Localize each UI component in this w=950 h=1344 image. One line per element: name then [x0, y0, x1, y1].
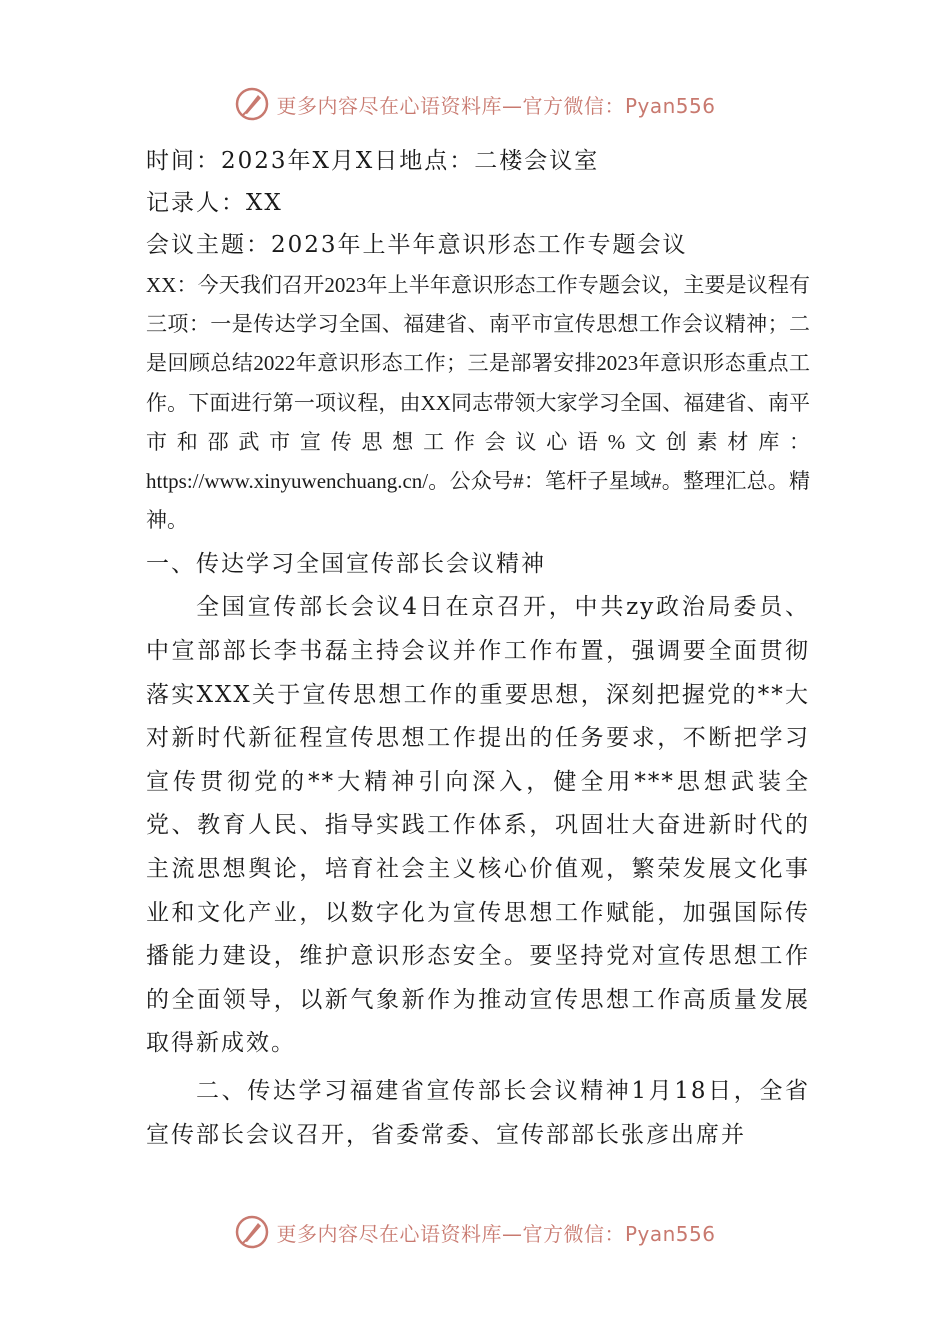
- meeting-recorder: 记录人：XX: [146, 190, 283, 216]
- watermark-text: 更多内容尽在心语资料库—官方微信：Pyan556: [276, 93, 716, 118]
- section-paragraph-1: 全国宣传部长会议4日在京召开，中共zy政治局委员、中宣部部长李书磊主持会议并作工作布置，强调要全面贯彻落实XXX关于宣传思想工作的重要思想，深刻把握党的**大对新时代新征程宣传思想工作提出的任务要求，不断把学习宣传贯彻党的**大精神引向深入，健全用***思想武装全党、教育人民、指导实践工作体系，巩固壮大奋进新时代的主流思想舆论，培育社会主义核心价值观，繁荣发展文化事业和文化产业，以数字化为宣传思想工作赋能，加强国际传播能力建设，维护意识形态安全。要坚持党对宣传思想工作的全面领导，以新气象新作为推动宣传思想工作高质量发展取得新成效。: [146, 594, 810, 1057]
- section-paragraph-2: 二、传达学习福建省宣传部长会议精神1月18日，全省宣传部长会议召开，省委常委、宣传部部长张彦出席并: [146, 1077, 810, 1148]
- opening-remarks: XX：今天我们召开2023年上半年意识形态工作专题会议，主要是议程有三项：一是传达学习全国、福建省、南平市宣传思想工作会议精神；二是回顾总结2022年意识形态工作；三是部署安排2023年意识形态重点工作。下面进行第一项议程，由XX同志带领大家学习全国、福建省、南平市和邵武市宣传思想工作会议心语%文创素材库：https://www.xinyuwenchuang.cn/。公众号#：笔杆子星域#。整理汇总。精神。: [146, 273, 810, 533]
- document-body: [146, 140, 810, 1157]
- quill-logo-icon: [234, 86, 270, 122]
- section-heading-1: 一、传达学习全国宣传部长会议精神: [146, 551, 546, 578]
- watermark-text: 更多内容尽在心语资料库—官方微信：Pyan556: [276, 1221, 716, 1246]
- quill-logo-icon: [234, 1214, 270, 1250]
- meeting-topic: 会议主题：2023年上半年意识形态工作专题会议: [146, 232, 688, 258]
- header-watermark: [0, 84, 950, 124]
- footer-watermark: [0, 1212, 950, 1252]
- meeting-time-place: 时间：2023年X月X日地点：二楼会议室: [146, 148, 600, 174]
